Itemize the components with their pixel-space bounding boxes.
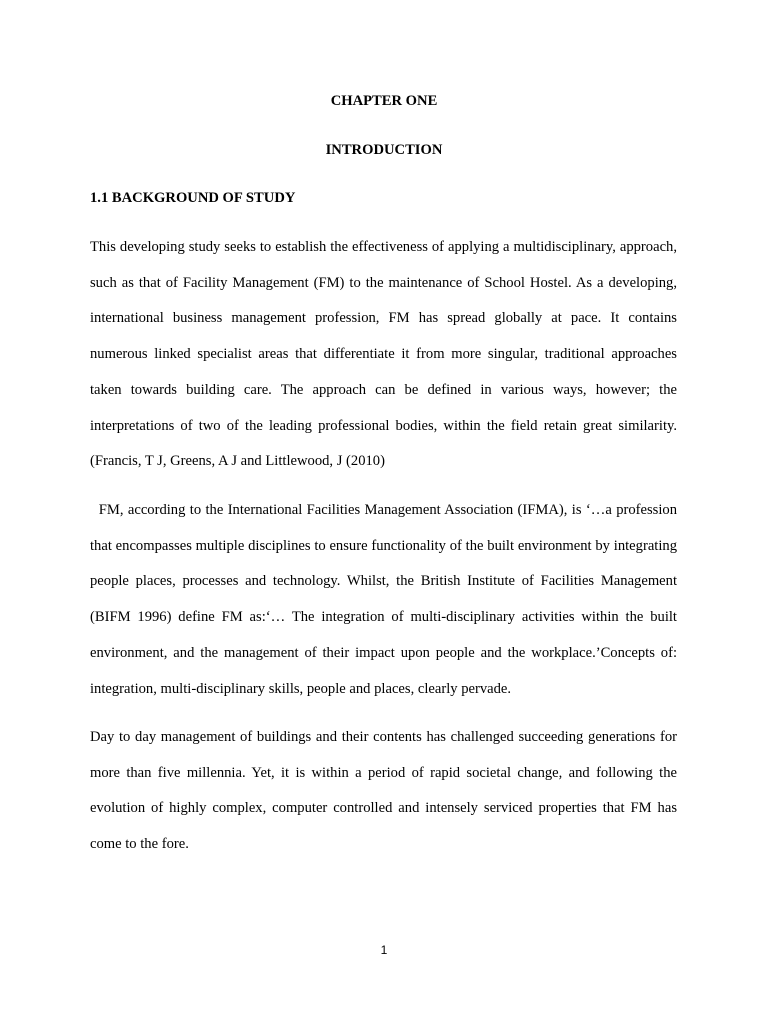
chapter-title: CHAPTER ONE	[330, 93, 438, 109]
paragraph-1: This developing study seeks to establish the effectiveness of applying a multidisciplinary, approach, such as that of Facility Management (FM) to the maintenance of School Hostel. As a developing, international business management profession, FM has spread globally at pace. It contains numerous linked specialist areas that differentiate it from more singular, traditional approaches taken towards building care. The approach can be defined in various ways, however; the interpretations of two of the leading professional bodies, within the field retain great similarity. (Francis, T J, Greens, A J and Littlewood, J (2010)	[90, 239, 677, 470]
introduction-title: INTRODUCTION	[325, 142, 443, 158]
paragraph-3: Day to day management of buildings and their contents has challenged succeeding generations for more than five millennia. Yet, it is within a period of rapid societal change, and following the evolution of highly complex, computer controlled and intensely serviced properties that FM has come to the fore.	[90, 729, 677, 853]
page-number: 1	[380, 943, 388, 957]
section-heading: 1.1 BACKGROUND OF STUDY	[90, 190, 296, 206]
paragraph-2: FM, according to the International Facilities Management Association (IFMA), is ‘…a profession that encompasses multiple disciplines to ensure functionality of the built environment by integrating people places, processes and technology. Whilst, the British Institute of Facilities Management (BIFM 1996) define FM as:‘… The integration of multi-disciplinary activities within the built environment, and the management of their impact upon people and the workplace.’Concepts of: integration, multi-disciplinary skills, people and places, clearly pervade.	[90, 502, 677, 697]
